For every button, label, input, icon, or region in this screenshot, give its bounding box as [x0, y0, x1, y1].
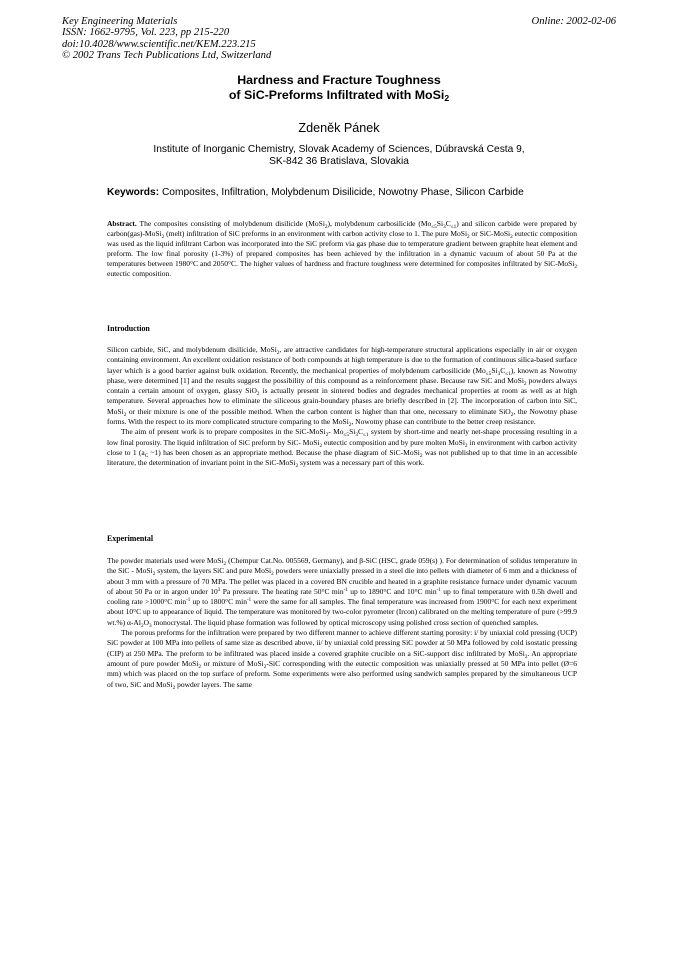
copyright-line: © 2002 Trans Tech Publications Ltd, Switzerland — [62, 50, 272, 62]
introduction-body — [107, 345, 577, 469]
affiliation-line-2: SK-842 36 Bratislava, Slovakia — [269, 156, 409, 168]
experimental-paragraph-2: The porous preforms for the infiltration were prepared by two different manner to achieve different starting porosity: i/ by uniaxial cold pressing (UCP) SiC powder at 100 MPa into pellets of same size as described above, ii/ by uniaxial cold pressing SiC powder at 50 MPa followed by cold isostatic pressing (CIP) at 250 MPa. The preform to be infiltrated was placed inside a covered graphite crucible on a SiC-support disc infiltrated by MoSi$_2$. An appropriate amount of pure powder MoSi$_2$ or mixture of MoSi$_2$-SiC corresponding with the eutectic composition was uniaxially pressed at 50 MPa into pellet (Ø=6 mm) which was placed on the top surface of preform. Some experiments were also performed using sandwich samples prepared by the simultaneous UCP of two, SiC and MoSi$_2$ powder layers. The same — [107, 628, 577, 691]
affiliation-line-1: Institute of Inorganic Chemistry, Slovak Academy of Sciences, Dúbravská Cesta 9, — [153, 144, 525, 155]
issn-line: ISSN: 1662-9795, Vol. 223, pp 215-220 — [62, 27, 230, 39]
title-line-1: Hardness and Fracture Toughness — [237, 73, 441, 87]
introduction-heading: Introduction — [107, 324, 150, 333]
doi-link[interactable]: doi:10.4028/www.scientific.net/KEM.223.215 — [62, 38, 256, 50]
abstract: Abstract. The composites consisting of molybdenum disilicide (MoSi$_2$), molybdenum carbosilicide $(Mo_{\le 5}Si_3C_{\le 1})$ and silicon carbide were prepared by carbon(gas)-MoSi$_2$ (melt) infiltration of SiC preforms in an environment with carbon activity close to 1. The pure MoSi$_2$ or SiC-MoSi$_2$ eutectic composition was used as the liquid infiltrant Carbon was incorporated into the SiC preform via gas phase due to temperature gradient between graphite heat element and preform. The low final porosity (1-3%) of prepared composites has been achieved by the infiltration in a dynamic vacuum of about 50 Pa at the temperatures between 1980°C and 2050°C. The higher values of hardness and fracture toughness were determined for composites infiltrated by SiC-MoSi$_2$ eutectic composition. — [107, 219, 577, 279]
title-line-2: of SiC-Preforms Infiltrated with MoSi$_2$ — [228, 88, 450, 103]
paper-title — [0, 73, 678, 103]
author-name: Zdeněk Pánek — [298, 121, 380, 135]
keywords-label: Keywords: — [107, 187, 160, 198]
keywords — [107, 187, 587, 198]
keywords-text: Composites, Infiltration, Molybdenum Disilicide, Nowotny Phase, Silicon Carbide — [161, 187, 524, 198]
journal-name: Key Engineering Materials — [62, 16, 178, 27]
online-date: Online: 2002-02-06 — [531, 16, 616, 27]
experimental-paragraph-1: The powder materials used were MoSi$_2$ (Chempur Cat.No. 005569, Germany), and β-SiC (HSC, grade 059(s) ). For determination of solidus temperature in the SiC - MoSi$_2$ system, the layers SiC and pure MoSi$_2$ powders were uniaxially pressed in a steel die into pellets with diameter of 6 mm and a thickness of about 3 mm with a pressure of 70 MPa. The pellet was placed in a covered BN crucible and heated in a graphite resistance furnace under dynamic vacuum of about 50 Pa or in argon under $10^3$ Pa pressure. The heating rate 50°C $\min^{-1}$ up to 1890°C and 10°C $\min^{-1}$ up to final temperature with 0.5h dwell and cooling rate >1000°C $\min^{-1}$ up to 1800°C $\min^{-1}$ were the same for all samples. The final temperature was increased from 1900°C for each next experiment about 10°C up to appearance of liquid. The temperature was monitored by two-color pyrometer (Ircon) calibrated on the melting temperature of pure (>99.9 wt.%) $\alpha-Al_2O_3$ monocrystal. The liquid phase formation was followed by optical microscopy using polished cross section of quenched samples. — [107, 556, 578, 629]
introduction-paragraph-1: Silicon carbide, SiC, and molybdenum disilicide, MoSi$_2$, are attractive candidates for high-temperature structural applications especially in air or oxygen containing environment. An excellent oxidation resistance of both compounds at high temperature is due to the formation of continuous silica-based surface layer which is a good barrier against bulk oxidation. Recently, the mechanical properties of molybdenum carbosilicide $(Mo_{\le 5}Si_3C_{\le 1})$, known as Nowotny phase, were determined [1] and the results suggest the possibility of this compound as a reinforcement phase. Because raw SiC and MoSi$_2$ powders always contain a certain amount of oxygen, glassy SiO$_2$ is actually present in sintered bodies and degrades mechanical properties at room as well as at high temperature. Several approaches how to eliminate the siliceous grain-boundary phases are briefly described in [2]. The incorporation of carbon into SiC, MoSi$_2$ or their mixture is one of the possible method. When the carbon content is higher than that one, necessary to eliminate SiO$_2$, the Nowotny phase forms. With the respect to its more complicated structure comparing to the MoSi$_2$, Nowotny phase can contribute to the better creep resistance. — [107, 345, 577, 429]
introduction-paragraph-2: The aim of present work is to prepare composites in the SiC-MoSi$_2$- $Mo_{\le 5}Si_3C_{\le 1}$ system by short-time and nearly net-shape processing resulting in a low final porosity. The liquid infiltration of SiC preform by SiC- MoSi$_2$ eutectic composition and by pure molten MoSi$_2$ in environment with carbon activity close to 1 ($a_C$ ~1) has been chosen as an appropriate method. Because the phase diagram of SiC-MoSi$_2$ was not published up to that time in an accessible literature, the determination of invariant point in the SiC-MoSi$_2$ system was a necessary part of this work. — [107, 427, 578, 470]
abstract-label: Abstract. — [107, 219, 137, 228]
experimental-body — [107, 556, 577, 690]
experimental-heading: Experimental — [107, 534, 154, 543]
affiliation — [0, 144, 678, 169]
journal-header — [62, 16, 271, 62]
